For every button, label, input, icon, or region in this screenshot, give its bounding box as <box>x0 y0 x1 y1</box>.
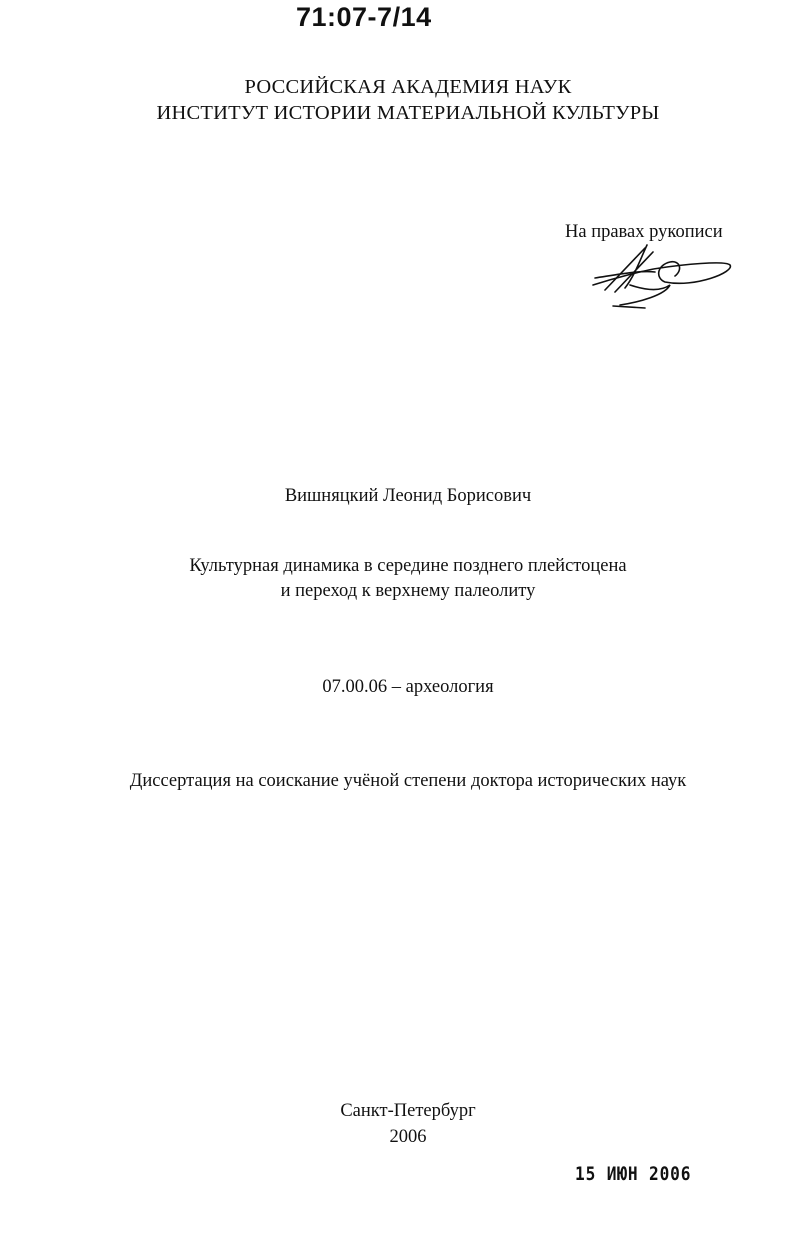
catalog-code: 71:07-7/14 <box>296 2 432 32</box>
author-name: Вишняцкий Леонид Борисович <box>284 486 532 506</box>
degree-statement: Диссертация на соискание учёной степени доктора исторических наук <box>129 771 687 791</box>
year: 2006 <box>389 1127 427 1147</box>
manuscript-rights-note: На правах рукописи <box>565 222 723 242</box>
date-stamp: 15 ИЮН 2006 <box>575 1163 692 1185</box>
signature-icon <box>585 240 735 310</box>
dissertation-title-line-2: и переход к верхнему палеолиту <box>280 581 536 601</box>
dissertation-title-line-1: Культурная динамика в середине позднего плейстоцена <box>189 556 627 576</box>
organization-line-2: ИНСТИТУТ ИСТОРИИ МАТЕРИАЛЬНОЙ КУЛЬТУРЫ <box>156 102 660 124</box>
specialty-code: 07.00.06 – археология <box>322 677 494 697</box>
city: Санкт-Петербург <box>340 1101 476 1121</box>
organization-line-1: РОССИЙСКАЯ АКАДЕМИЯ НАУК <box>244 76 572 98</box>
